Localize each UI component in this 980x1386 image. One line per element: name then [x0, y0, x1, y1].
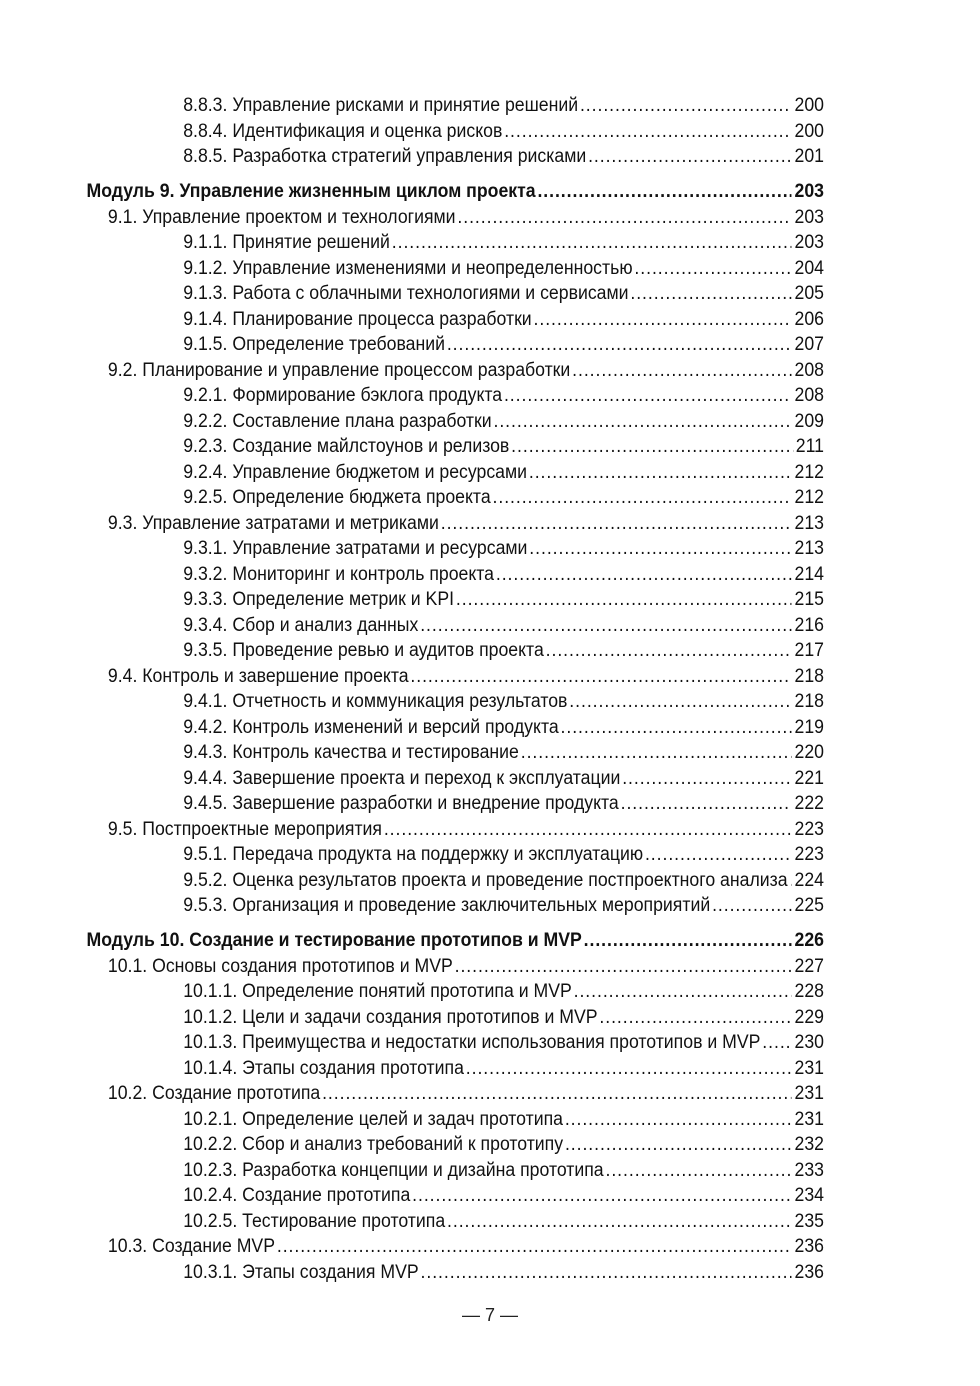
dot-leader: [634, 256, 791, 282]
toc-entry-title: 10.1.3. Преимущества и недостатки использования прототипов и MVP: [183, 1032, 761, 1053]
toc-entry: [0, 434, 824, 460]
toc-entry-page: 207: [794, 334, 824, 355]
dot-leader: [712, 893, 792, 919]
dot-leader: [565, 1132, 792, 1158]
toc-entry-page: 214: [794, 563, 824, 585]
dot-leader: [584, 928, 792, 954]
toc-entry: [0, 689, 824, 715]
toc-entry-page: 215: [794, 589, 824, 610]
toc-entry: [0, 740, 824, 766]
toc-entry-page: 219: [794, 716, 824, 738]
toc-entry: [0, 358, 824, 384]
dot-leader: [580, 93, 792, 119]
toc-entry-title: 10.2.4. Создание прототипа: [183, 1185, 411, 1206]
dot-leader: [621, 791, 792, 817]
toc-entry-title: 9.5.3. Организация и проведение заключительных мероприятий: [183, 895, 711, 916]
toc-entry-title: 10.2.2. Сбор и анализ требований к прототипу: [183, 1134, 564, 1155]
toc-entry: [0, 383, 824, 409]
dot-leader: [645, 842, 792, 868]
dot-leader: [534, 307, 792, 333]
dot-leader: [511, 434, 793, 460]
toc-entry: [0, 1132, 824, 1158]
toc-entry-page: 200: [794, 95, 824, 116]
dot-leader: [455, 954, 792, 980]
toc-entry-page: 212: [794, 461, 824, 483]
dot-leader: [529, 460, 792, 486]
toc-entry-page: 200: [794, 120, 824, 142]
toc-entry-title: 9.4.4. Завершение проекта и переход к эксплуатации: [183, 767, 621, 789]
toc-module-heading: [0, 928, 824, 954]
toc-entry: [0, 715, 824, 741]
toc-entry-title: 9.2.5. Определение бюджета проекта: [183, 487, 491, 508]
dot-leader: [493, 485, 792, 511]
toc-entry: [0, 954, 824, 980]
toc-entry-title: 10.3. Создание MVP: [107, 1236, 275, 1257]
toc-entry-page: 231: [794, 1108, 824, 1130]
toc-entry: [0, 1081, 824, 1107]
toc-entry-title: 9.1.4. Планирование процесса разработки: [183, 308, 532, 330]
toc-entry-page: 233: [794, 1159, 824, 1181]
dot-leader: [521, 740, 792, 766]
toc-entry-page: 208: [794, 385, 824, 406]
toc-entry: [0, 144, 824, 170]
toc-entry-page: 232: [794, 1134, 824, 1155]
toc-entry-page: 213: [794, 538, 824, 559]
toc-entry-title: 9.4.1. Отчетность и коммуникация результатов: [183, 691, 568, 712]
toc-entry: [0, 409, 824, 435]
toc-entry-page: 216: [794, 614, 824, 636]
toc-entry: [0, 307, 824, 333]
toc-entry-title: 9.3.1. Управление затратами и ресурсами: [183, 538, 528, 559]
toc-entry: [0, 638, 824, 664]
toc-entry-page: 223: [794, 818, 824, 840]
toc-entry-title: Модуль 9. Управление жизненным циклом проекта: [86, 180, 536, 202]
toc-entry-page: 223: [794, 844, 824, 865]
dot-leader: [447, 1209, 792, 1235]
toc-entry-page: 213: [794, 512, 824, 534]
dot-leader: [493, 409, 791, 435]
page-number: — 7 —: [461, 1305, 518, 1325]
toc-entry: [0, 332, 824, 358]
toc-entry: [0, 791, 824, 817]
toc-entry-title: 8.8.4. Идентификация и оценка рисков: [183, 120, 503, 142]
toc-entry-title: 10.2.1. Определение целей и задач прототипа: [183, 1108, 563, 1130]
toc-entry-title: 10.1. Основы создания прототипов и MVP: [107, 955, 453, 977]
toc-entry-page: 230: [794, 1032, 824, 1053]
toc-entry-title: 9.4.2. Контроль изменений и версий продукта: [183, 716, 559, 738]
toc-entry-page: 203: [794, 180, 824, 202]
toc-entry-title: 9.5.2. Оценка результатов проекта и проведение постпроектного анализа: [183, 869, 788, 891]
toc-entry-title: 9.2.3. Создание майлстоунов и релизов: [183, 436, 510, 457]
toc-entry-title: 9.4.3. Контроль качества и тестирование: [183, 742, 519, 763]
toc-entry-page: 212: [794, 487, 824, 508]
toc-entry-title: 9.2.2. Составление плана разработки: [183, 410, 492, 432]
toc-entry-title: 9.3.3. Определение метрик и KPI: [183, 589, 455, 610]
toc-entry-page: 204: [794, 257, 824, 279]
toc-entry: [0, 230, 824, 256]
toc-entry-page: 209: [794, 410, 824, 432]
toc-entry-title: 8.8.5. Разработка стратегий управления рисками: [183, 146, 587, 167]
table-of-contents: [0, 93, 980, 1285]
toc-entry: [0, 868, 824, 894]
toc-entry-title: 9.4. Контроль и завершение проекта: [107, 665, 409, 687]
toc-entry-title: 10.1.2. Цели и задачи создания прототипов и MVP: [183, 1006, 598, 1028]
toc-entry: [0, 664, 824, 690]
toc-entry-page: 208: [794, 359, 824, 381]
dot-leader: [441, 511, 792, 537]
dot-leader: [410, 664, 791, 690]
toc-entry: [0, 1158, 824, 1184]
toc-entry-title: 10.2.3. Разработка концепции и дизайна прототипа: [183, 1159, 604, 1181]
dot-leader: [384, 817, 792, 843]
dot-leader: [762, 1030, 791, 1056]
dot-leader: [537, 179, 791, 205]
toc-entry-title: 10.1.1. Определение понятий прототипа и MVP: [183, 981, 572, 1002]
dot-leader: [565, 1107, 792, 1133]
toc-entry-title: 9.3. Управление затратами и метриками: [107, 512, 439, 534]
toc-entry-page: 236: [794, 1261, 824, 1283]
toc-entry-page: 205: [794, 283, 824, 304]
dot-leader: [572, 358, 792, 384]
toc-entry: [0, 1260, 824, 1286]
dot-leader: [322, 1081, 792, 1107]
dot-leader: [569, 689, 791, 715]
toc-entry: [0, 1030, 824, 1056]
toc-entry: [0, 536, 824, 562]
toc-entry-title: 9.3.4. Сбор и анализ данных: [183, 614, 419, 636]
toc-entry-title: 10.1.4. Этапы создания прототипа: [183, 1057, 464, 1079]
dot-leader: [277, 1234, 792, 1260]
toc-entry: [0, 766, 824, 792]
toc-entry: [0, 1209, 824, 1235]
dot-leader: [504, 119, 791, 145]
dot-leader: [529, 536, 791, 562]
toc-entry: [0, 205, 824, 231]
toc-entry: [0, 485, 824, 511]
toc-entry: [0, 587, 824, 613]
toc-entry-page: 220: [794, 742, 824, 763]
dot-leader: [630, 281, 791, 307]
toc-entry-page: 203: [794, 206, 824, 228]
toc-entry-page: 201: [794, 146, 824, 167]
toc-entry-title: Модуль 10. Создание и тестирование прототипов и MVP: [86, 929, 582, 951]
toc-entry-page: 222: [794, 793, 824, 814]
toc-entry-page: 206: [794, 308, 824, 330]
dot-leader: [496, 562, 792, 588]
toc-entry-title: 9.1.5. Определение требований: [183, 334, 445, 355]
toc-module-heading: [0, 179, 824, 205]
toc-entry-title: 9.1.1. Принятие решений: [183, 232, 390, 253]
toc-entry: [0, 460, 824, 486]
toc-entry: [0, 1107, 824, 1133]
dot-leader: [421, 1260, 792, 1286]
toc-entry-title: 10.3.1. Этапы создания MVP: [183, 1261, 419, 1283]
dot-leader: [504, 383, 792, 409]
dot-leader: [561, 715, 792, 741]
dot-leader: [447, 332, 792, 358]
toc-entry-page: 217: [794, 640, 824, 661]
toc-entry-page: 227: [794, 955, 824, 977]
toc-entry-page: 231: [794, 1057, 824, 1079]
dot-leader: [622, 766, 791, 792]
dot-leader: [599, 1005, 791, 1031]
toc-entry-page: 228: [794, 981, 824, 1002]
toc-entry-page: 229: [794, 1006, 824, 1028]
toc-entry-title: 10.2. Создание прототипа: [107, 1083, 321, 1104]
toc-entry-title: 9.3.5. Проведение ревью и аудитов проекта: [183, 640, 544, 661]
toc-entry-page: 226: [794, 929, 824, 951]
toc-entry-title: 8.8.3. Управление рисками и принятие решений: [183, 95, 579, 116]
toc-entry-title: 9.3.2. Мониторинг и контроль проекта: [183, 563, 495, 585]
toc-entry: [0, 1005, 824, 1031]
dot-leader: [546, 638, 792, 664]
toc-entry: [0, 1234, 824, 1260]
toc-entry-page: 218: [794, 665, 824, 687]
toc-entry: [0, 1056, 824, 1082]
dot-leader: [420, 613, 791, 639]
toc-entry-page: 221: [794, 767, 824, 789]
toc-entry: [0, 613, 824, 639]
dot-leader: [574, 979, 792, 1005]
dot-leader: [606, 1158, 792, 1184]
toc-entry: [0, 281, 824, 307]
toc-entry-title: 9.2. Планирование и управление процессом разработки: [107, 359, 571, 381]
toc-entry-title: 9.5. Постпроектные мероприятия: [107, 818, 382, 840]
dot-leader: [588, 144, 792, 170]
toc-entry-title: 9.4.5. Завершение разработки и внедрение продукта: [183, 793, 619, 814]
toc-entry-title: 9.2.1. Формирование бэклога продукта: [183, 385, 503, 406]
toc-entry-page: 236: [794, 1236, 824, 1257]
toc-entry-page: 218: [794, 691, 824, 712]
toc-entry-title: 9.5.1. Передача продукта на поддержку и эксплуатацию: [183, 844, 644, 865]
toc-entry-page: 231: [794, 1083, 824, 1104]
toc-entry-page: 234: [794, 1185, 824, 1206]
toc-entry-title: 9.1.2. Управление изменениями и неопределенностью: [183, 257, 633, 279]
toc-entry-page: 203: [794, 232, 824, 253]
dot-leader: [457, 205, 791, 231]
toc-entry: [0, 1183, 824, 1209]
toc-entry: [0, 562, 824, 588]
dot-leader: [456, 587, 792, 613]
toc-entry: [0, 817, 824, 843]
toc-entry-title: 10.2.5. Тестирование прототипа: [183, 1210, 446, 1232]
toc-entry: [0, 511, 824, 537]
toc-entry: [0, 842, 824, 868]
toc-entry-title: 9.1.3. Работа с облачными технологиями и сервисами: [183, 283, 629, 304]
toc-entry: [0, 119, 824, 145]
toc-entry: [0, 256, 824, 282]
toc-entry-page: 235: [794, 1210, 824, 1232]
toc-entry-page: 225: [794, 895, 824, 916]
toc-entry-title: 9.1. Управление проектом и технологиями: [107, 206, 456, 228]
toc-entry: [0, 893, 824, 919]
dot-leader: [412, 1183, 792, 1209]
dot-leader: [466, 1056, 792, 1082]
toc-entry: [0, 93, 824, 119]
toc-entry-page: 211: [795, 436, 824, 457]
dot-leader: [392, 230, 792, 256]
toc-entry-title: 9.2.4. Управление бюджетом и ресурсами: [183, 461, 528, 483]
toc-entry-page: 224: [794, 869, 824, 891]
toc-entry: [0, 979, 824, 1005]
